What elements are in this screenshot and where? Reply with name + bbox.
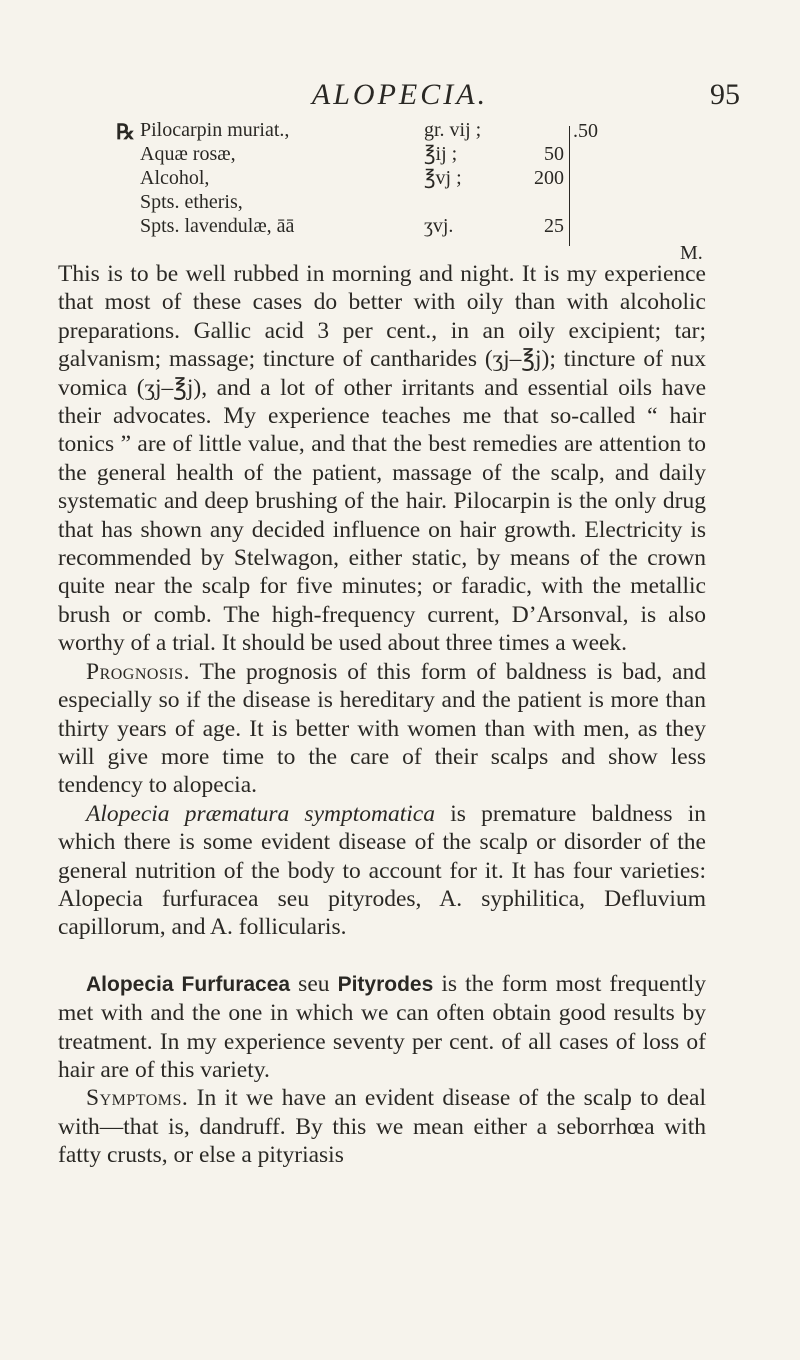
paragraph-text: This is to be well rubbed in morning and night. It is my experience that most of these cases do better with oily than with alcoholic preparations. Gallic acid 3 per cent., in an oily excipient; tar; galvanism; massage; tincture of cantharides (ʒj–℥j); tincture of nux vomica (ʒj–℥j), and a lot of other irritants and essential oils have their advocates. My experience teaches me that so-called “ hair tonics ” are of little value, and that the best remedies are attention to the general health of the patient, massage of the scalp, and daily systematic and deep brushing of the hair. Pilocarpin is the only drug that has shown any decided influence on hair growth. Electricity is recommended by Stelwagon, either static, by means of the crown quite near the scalp for five minutes; or faradic, with the metallic brush or comb. The high-frequency current, D’Arsonval, is also worthy of a trial. It should be used about three times a week. <box>58 261 706 657</box>
section-heading: Alopecia Furfuracea <box>86 972 291 996</box>
term: Alopecia præmatura symptomatica <box>86 800 435 827</box>
page-number: 95 <box>710 78 740 111</box>
page-header <box>60 78 740 118</box>
paragraph-text: is premature baldness in which there is some evident disease of the scalp or disorder of the general nutrition of the body to account for it. It has four varieties: Alopecia furfuracea seu pityrodes, A. syphilitica, Defluvium capillorum, and A. follicularis. <box>58 800 706 941</box>
ingredient: Aquæ rosæ, <box>140 143 236 165</box>
rx-symbol: ℞ <box>116 120 135 144</box>
section-heading: Pityrodes <box>337 972 434 996</box>
dose: gr. vij ; <box>424 119 482 141</box>
metric-dose: 50 <box>544 143 564 165</box>
paragraph-text: is the form most frequently met with and the one in which we can often obtain good results by treatment. In my experience seventy per cent. of all cases of loss of hair are of this variety. <box>58 970 707 1083</box>
paragraph-text: seu <box>290 970 338 997</box>
metric-dose: 25 <box>544 215 564 237</box>
prescription-row <box>140 118 700 142</box>
prescription-row <box>140 214 700 238</box>
paragraph <box>58 260 706 658</box>
paragraph <box>58 1084 706 1169</box>
paragraph <box>58 800 706 942</box>
section-heading: Symptoms. <box>86 1085 189 1112</box>
ingredient: Spts. lavendulæ, āā <box>140 215 295 237</box>
metric-dose: 200 <box>534 167 564 189</box>
dose: ℥ij ; <box>424 143 458 165</box>
section-heading: Prognosis. <box>86 658 190 685</box>
ingredient: Pilocarpin muriat., <box>140 119 290 141</box>
paragraph <box>58 970 706 1085</box>
body-text <box>58 260 706 1170</box>
running-title: ALOPECIA. <box>311 78 489 111</box>
signa: M. <box>680 242 703 264</box>
paragraph <box>58 658 706 800</box>
metric-column-rule <box>569 126 570 246</box>
prescription-row <box>140 190 700 214</box>
paragraph-text: The prognosis of this form of baldness is bad, and especially so if the disease is hereditary and the patient is more than thirty years of age. It is better with women than with men, as they will give more time to the care of their scalps and show less tendency to alopecia. <box>58 658 706 799</box>
dose: ℥vj ; <box>424 167 462 189</box>
prescription-row <box>140 166 700 190</box>
ingredient: Alcohol, <box>140 167 210 189</box>
prescription-row <box>140 142 700 166</box>
paragraph-text: In it we have an evident disease of the scalp to deal with—that is, dandruff. By this we mean either a seborrhœa with fatty crusts, or else a pityriasis <box>58 1085 706 1169</box>
ingredient: Spts. etheris, <box>140 191 243 213</box>
metric-dose: .50 <box>573 120 598 142</box>
prescription <box>116 118 716 264</box>
dose: ʒvj. <box>424 215 454 237</box>
